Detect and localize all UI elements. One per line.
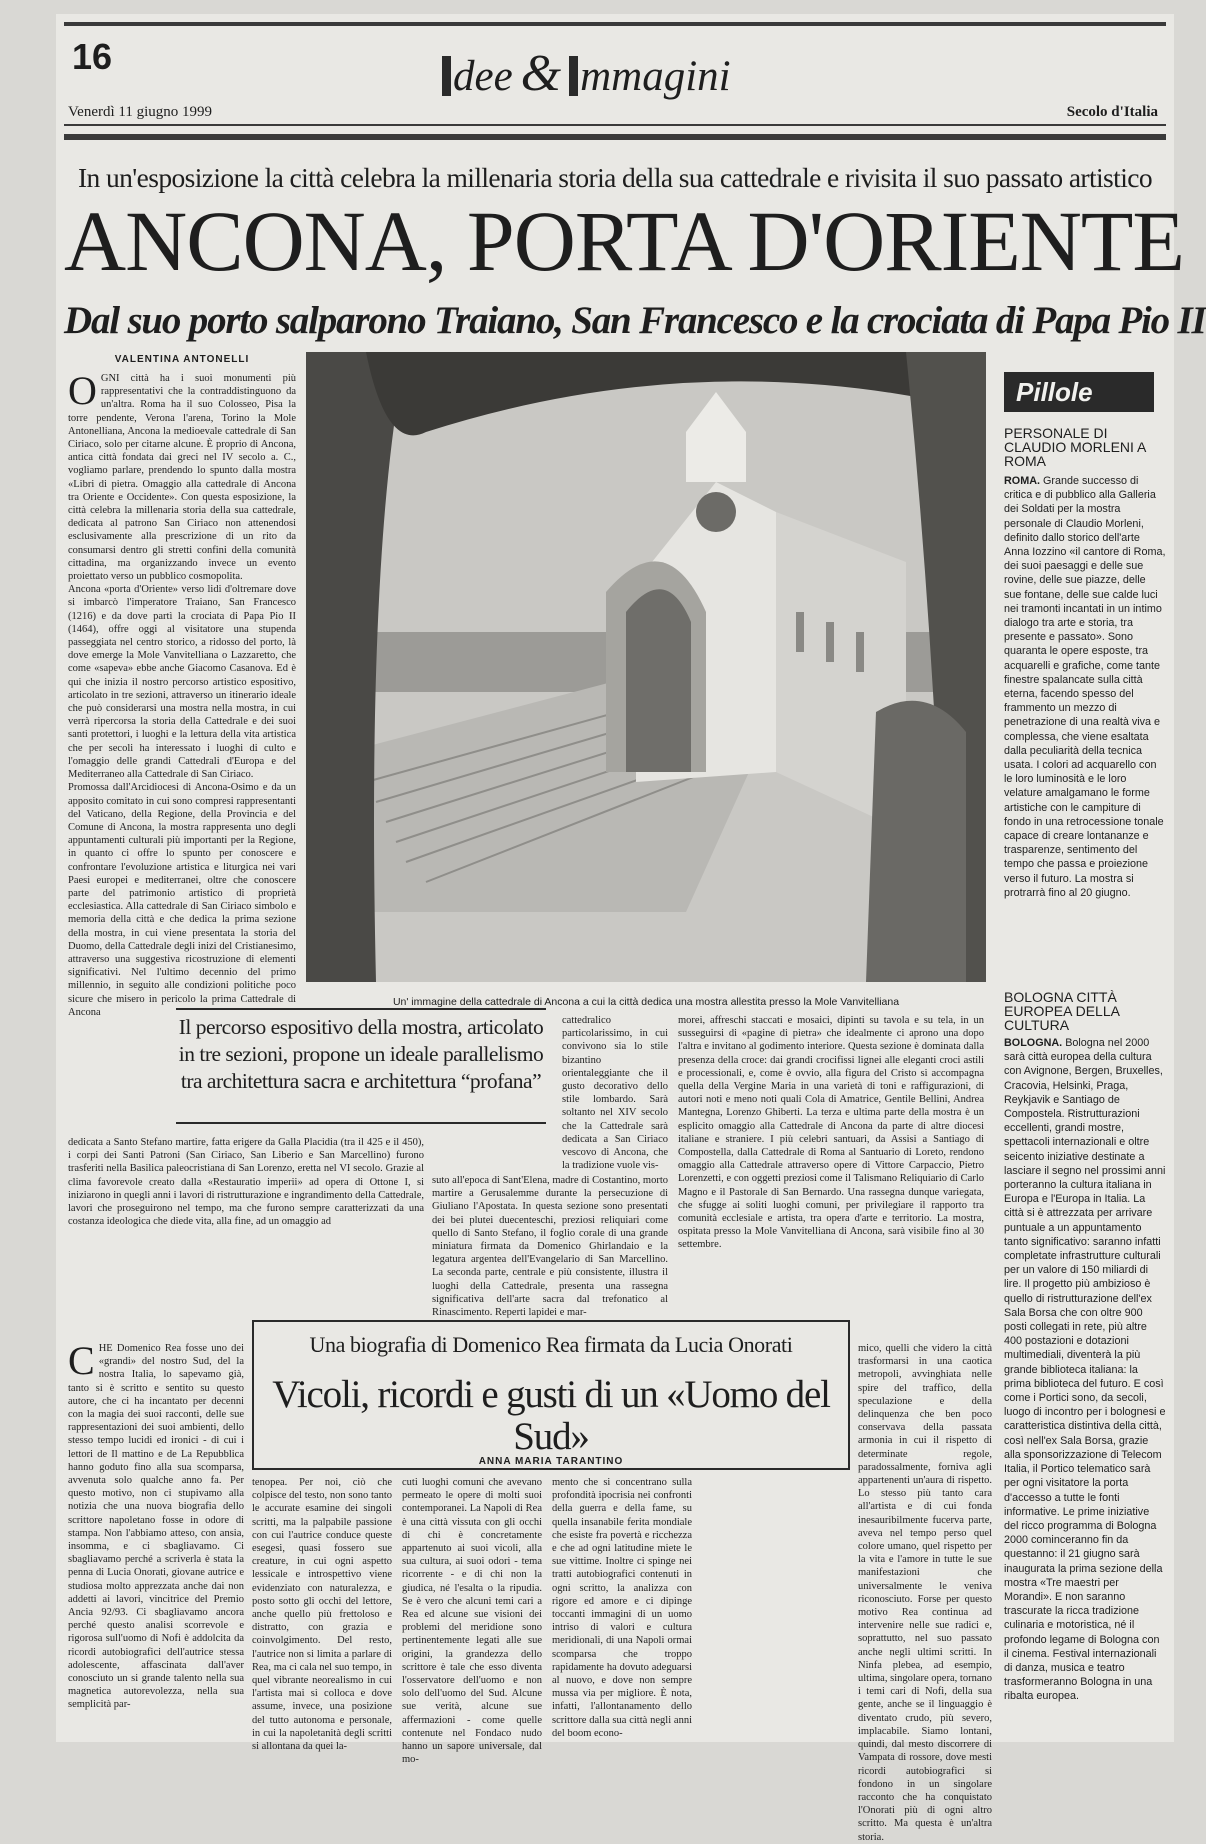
header-rule — [64, 124, 1166, 126]
rea-title: Vicoli, ricordi e gusti di un «Uomo del Sud» — [272, 1373, 830, 1458]
sidebar-item2-city: BOLOGNA. — [1004, 1037, 1063, 1049]
page-number: 16 — [72, 36, 113, 77]
quote-rule-top — [176, 1008, 546, 1010]
section-ampersand: & — [520, 45, 562, 102]
sidebar-item2-text: Bologna nel 2000 sarà città europea della cultura con Avignone, Bergen, Bruxelles, Cracovia, Helsinki, Praga, Reykjavik e Santiago de Compostela. Ristrutturazioni eccellenti, grandi mostre, spettacoli internazionali e oltre seicento iniziative destinate a lasciare il segno nel prossimi anni porteranno la cultura italiana in Europa e l'Europa in Italia. La città si è attrezzata per arrivare puntuale a un appuntamento tanto significativo: saranno infatti completate infrastrutture culturali per un valore di 150 miliardi di lire. Il progetto più ambizioso è quello di ristrutturazione dell'ex Sala Borsa che con oltre 900 posti collegati in rete, più altre 400 postazioni e dotazioni multimediali, diventerà la più grande biblioteca italiana: la prima biblioteca del futuro. E così come i Portici sono, da secoli, luogo di incontro per i bolognesi e caratteristica distintiva della città, così nell'ex Sala Borsa, grazie alla sponsorizzazione di Telecom Italia, il Portico telematico sarà per ogni visitatore la porta d'accesso a tutte le fonti informative. Le prime iniziative del ricco programma di Bologna 2000 cominceranno fin da questanno: il 21 giugno sarà inaugurata la prima sezione della mostra «Tre maestri per Morandi». E non saranno trascurate la ricca tradizione culinaria e motoristica, né il profondo legame di Bologna con il cinema. Festival internazionali di danza, musica e teatro trasformeranno Bologna in una ribalta europea. — [1004, 1037, 1166, 1703]
top-rule — [64, 22, 1166, 26]
newspaper-name: Secolo d'Italia — [1066, 104, 1158, 120]
article-paragraph-3: Promossa dall'Arcidiocesi di Ancona-Osimo e da un apposito comitato in cui sono compresi rappresentanti del Vaticano, della Regione, della Provincia e del Comune di Ancona, la mostra rappresenta uno degli appuntamenti culturali più importanti per la Regione, in quanto ci offre lo spunto per conoscere e confrontare l'evoluzione artistica e liturgica nei vari Paesi europei e mediterranei, oltre che conoscere parte del patrimonio artistico di proprietà ecclesiastica. Alla cattedrale di San Ciriaco simbolo e memoria della città e che dedica la prima sezione della mostra, in cui viene presentata la storia del Duomo, della Cattedrale degli inizi del Cristianesimo, attraverso una suggestiva ricostruzione di elementi significativi. Nel l'ultimo decennio del primo millennio, in seguito alle condizioni politiche poco sicure che misero in pericolo la prima Cattedrale di Ancona — [68, 782, 296, 1018]
section-word-2: mmagini — [580, 53, 731, 100]
article-column-bottom-left: dedicata a Santo Stefano martire, fatta erigere da Galla Placidia (tra il 425 e il 450), i corpi dei Santi Patroni (San Ciriaco, San Liberio e San Marcellino) furono trasferiti nella Basilica paleocristiana di San Lorenzo, eretta nel VI secolo. Grazie al clima favorevole creato dalla «Restauratio imperii» ad opera di Ottone I, si iniziarono in quegli anni i lavori di ristrutturazione e ingrandimento della Cattedrale, lavori che proseguirono nel tempo, ma che furono sempre caratterizzati da una costanza ideologica che diede vita, alla fine, ad un omaggio ad — [68, 1137, 424, 1228]
sidebar-item1-city: ROMA. — [1004, 475, 1040, 487]
photo-caption: Un' immagine della cattedrale di Ancona a cui la città dedica una mostra allestita presso la Mole Vanvitelliana — [392, 996, 900, 1008]
newspaper-page — [56, 14, 1206, 1843]
cathedral-photo — [306, 352, 986, 982]
sidebar-item1-text: Grande successo di critica e di pubblico alla Galleria dei Soldati per la mostra personale di Claudio Morleni, definito dallo storico dell'arte Anna Iozzino «il cantore di Roma, dei suoi paesaggi e delle sue rovine, delle sue piazze, delle sue fontane, delle sue calde luci nei tramonti incantati in un intimo dialogo tra arte e storia, tra presente e passato». Sono quaranta le opere esposte, tra acquarelli e grafiche, come tante finestre spalancate sulla città eterna, facendo spesso del frammento un mezzo di penetrazione di una realtà viva e complessa, che viene esaltata dalla peculiarità della tecnica usata. I colori ad acquarello con le loro luminosità e le loro velature amalgamano le forme artistiche con le campiture di fondo in una retrocessione tonale capace di creare lontananze e trasparenze, sentimento del tempo che passa e proiezione verso il futuro. La mostra si protrarrà fino al 20 giugno. — [1004, 475, 1166, 899]
quote-rule-bottom — [176, 1122, 546, 1124]
rea-drop-cap: C — [68, 1338, 95, 1383]
sidebar-item2-body — [1004, 1036, 1166, 1736]
issue-date: Venerdì 11 giugno 1999 — [68, 104, 213, 120]
section-bar-1 — [442, 56, 451, 96]
drop-cap: O — [68, 368, 97, 413]
article-column-right: morei, affreschi staccati e mosaici, dipinti su tavola e su tela, in un susseguirsi di «pagine di pietra» che idealmente ci aprono una dopo l'altra e invitano al godimento interiore. Questa sezione è dominata dalla presenza della croce: dai grandi crocifissi lignei alle eleganti croci astili e processionali, e, come è ovvio, alla figura del Cristo si accompagna quella della Vergine Maria in una varietà di toni e raffigurazioni, di autori noti e meno noti quali Cola di Amatrice, Gentile Bellini, Andrea Mantegna, Lorenzo Ghiberti. La terza e ultima parte della mostra è un esplicito omaggio alla Cattedrale di Ancona da parte di altre diocesi italiane e straniere. I più celebri santuari, da Assisi a Santiago di Compostella, dalla Cattedrale di Roma al Santuario di Loreto, rendono omaggio alla Cattedrale attraverso opere di Vittore Carpaccio, Pietro Lorenzetti, e con oggetti preziosi come il Talismano Reliquiario di Carlo Magno e il Pastorale di San Bernardo. Una rassegna dunque variegata, che sfugge ai soliti luoghi comuni, per privilegiare il rapporto tra comunità ecclesiale e artista, tra opera d'arte e territorio. La mostra, ospitata presso la Mole Vanvitelliana di Ancona, sarà visibile fino al 30 settembre. — [678, 1015, 984, 1251]
rea-column-5: mico, quelli che videro la città trasformarsi in una caotica metropoli, avvinghiata nelle spire del traffico, della speculazione e della delinquenza che ben poco conservava della passata armonia in cui il rispetto di determinate regole, paradossalmente, forniva agli appartenenti un'aura di rispetto. Lo stesso più tanto cara all'artista e di cui fonda inesauribilmente fucerva parte, aveva nel tempo perso quel colore umano, quel rispetto per la vita e l'amore in tutte le sue manifestazioni che universalmente le veniva riconosciuto. Forse per questo motivo Rea continua ad intervenire nelle sue radici e, soprattutto, nel suo passato anche negli ultimi scritti. In Ninfa plebea, ad esempio, ultima, singolare opera, tornano i temi cari di Nofi, della sua gente, anche se il linguaggio è diventato crudo, più severo, implacabile. Siamo lontani, quindi, dal mesto discorrere di Vampata di rossore, dove mesti ricordi autobiografici si fondono in un singolare racconto che ha conquistato l'Onorati più di ogni altro scritto. Ma questa è un'altra storia. — [858, 1343, 992, 1843]
article-subhead: Dal suo porto salparono Traiano, San Francesco e la crociata di Papa Pio II — [64, 299, 1206, 342]
pull-quote: Il percorso espositivo della mostra, articolato in tre sezioni, propone un ideale parallelismo tra architettura sacra e architettura “profana” — [178, 1015, 544, 1093]
section-word-1: dee — [453, 53, 513, 100]
cathedral-illustration — [306, 352, 986, 982]
article-column-middle-top: cattedralico particolarissimo, in cui convivono sia lo stile bizantino orientaleggiante che il gusto decorativo dello stile lombardo. Sarà soltanto nel XIV secolo che la Cattedrale sarà dedicata a San Ciriaco vescovo di Ancona, che la tradizione vuole vis- — [562, 1015, 668, 1172]
pillole-label: Pillole — [1004, 372, 1154, 412]
section-title — [442, 44, 731, 103]
sidebar-item1-body — [1004, 474, 1166, 974]
header-rule-thick — [64, 134, 1166, 140]
rea-column-2: tenopea. Per noi, ciò che colpisce del testo, non sono tanto le accurate esamine dei singoli scritti, ma la palpabile passione con cui l'autrice conduce queste esegesi, quasi fossero sue creature, in cui ogni aspetto lessicale e introspettivo viene evidenziato con naturalezza, e posto sotto gli occhi del lettore, anche quello più frettoloso e distratto, con grazia e coinvolgimento. Del resto, l'autrice non si limita a parlare di Rea, ma ci cala nel suo tempo, in quel vibrante neorealismo in cui l'artista mai si colloca e dove assume, invece, una posizione del tutto autonoma e personale, in cui la napoletanità degli scritti si allontana da quei la- — [252, 1477, 392, 1753]
rea-column-4: mento che si concentrano sulla profondità ipocrisia nei confronti della guerra e della fame, su quella insanabile ferita mondiale che esiste fra povertà e ricchezza e che ad ogni latitudine miete le sue vittime. Inoltre ci spinge nei tratti autobiografici contenuti in ogni scritto, la analizza con rigore ed amore e ci dipinge toccanti immagini di un uomo intriso di valori e cultura meridionali, di una Napoli ormai scomparsa che troppo rapidamente ha dovuto adeguarsi al nuovo, e dove non sempre mussa via per migliore. È nota, infatti, l'allontanamento dello scrittore dalla sua città negli anni del boom econo- — [552, 1477, 692, 1739]
section-bar-2 — [569, 56, 578, 96]
rea-headline-box — [252, 1320, 850, 1470]
sidebar-item1-title: PERSONALE DI CLAUDIO MORLENI A ROMA — [1004, 425, 1146, 469]
rea-byline: ANNA MARIA TARANTINO — [478, 1456, 624, 1467]
article-paragraph-1: GNI città ha i suoi monumenti più rappresentativi che la contraddistinguono da un'altra. Roma ha il suo Colosseo, Pisa la torre pendente, Verona l'arena, Torino la Mole Antonelliana, Ancona la medioevale cattedrale di San Ciriaco, solo per citarne alcune. È proprio di Ancona, antica città fondata dai greci nel IV secolo a. C., vogliamo parlare, prendendo lo spunto dalla mostra «Libri di pietra. Omaggio alla cattedrale di Ancona tra Oriente e Occidente». Con questa esposizione, la città celebra la millenaria storia della sua cattedrale, dedicata al patrono San Ciriaco non attenendosi esclusivamente alla prescrizione di un rito da consumarsi dentro gli stretti confini della comunità cittadina, ma organizzando invece un evento proiettato verso un pubblico cosmopolita. — [68, 373, 296, 583]
article-column-1 — [68, 368, 296, 1032]
article-headline: ANCONA, PORTA D'ORIENTE — [64, 193, 1184, 289]
rea-column-1-text: HE Domenico Rea fosse uno dei «grandi» del nostro Sud, del la nostra Italia, lo sapevamo già, tanto si è scritto e sentito su questo autore, che ci ha incantato per decenni con la magia dei suoi racconti, delle sue rappresentazioni dei suoi ambienti, dello stesso tempo lucidi ed ironici - di cui i lettori de Il mattino e de La Repubblica hanno goduto fino alla sua scomparsa, avvenuta solo qualche anno fa. Per questo motivo, non ci stupivamo alla notizia che una nuova biografia dello scrittore napoletano fosse in odore di stampa. Non l'abbiamo atteso, con ansia, insomma, e ci sbagliavamo. Ci sbagliavamo perché a scriverla è stata la penna di Lucia Onorati, giovane autrice e studiosa molto apprezzata anche dai non addetti ai lavori, vincitrice del Premio Ancia 92/93. Ci sbagliavamo ancora perché questo analisi scorrevole e rigorosa sull'uomo di Nofi è addolcita da ricordi autobiografici dell'autrice stessa adolescente, affascinata dall'aver conosciuto un si grande talento nella sua magnetica autorevolezza, nella sua semplicità par- — [68, 1343, 244, 1711]
rea-column-1 — [68, 1338, 244, 1736]
rea-kicker: Una biografia di Domenico Rea firmata da Lucia Onorati — [309, 1332, 793, 1357]
article-byline: VALENTINA ANTONELLI — [114, 354, 250, 365]
sidebar-item2-title: BOLOGNA CITTÀ EUROPEA DELLA CULTURA — [1004, 989, 1120, 1033]
article-column-middle: suto all'epoca di Sant'Elena, madre di Costantino, morto martire a Gerusalemme durante la persecuzione di Giuliano l'Apostata. In questa sezione sono presentati dei bei plutei duecenteschi, preziosi reliquiari come quello di Santo Stefano, il foglio corale di una grande miniatura firmata da Domenico Ghirlandaio e la legatura argentea dell'Evangelario di San Marcellino. La seconda parte, centrale e più consistente, illustra il luoghi della Cattedrale, presenta una rassegna significativa dell'arte sacra dal trefonatico al Rinascimento. Reperti lapidei e mar- — [432, 1175, 668, 1319]
article-paragraph-2: Ancona «porta d'Oriente» verso lidi d'oltremare dove si imbarcò l'imperatore Traiano, San Francesco (1216) e da dove partì la crociata di Papa Pio II (1464), offre oggi al visitatore una stupenda passeggiata nel centro storico, a ridosso del porto, là dove emerge la Mole Vanvitelliana o Lazzaretto, che come «sapeva» ebbe anche Giacomo Casanova. Ed è qui che inizia il nostro percorso artistico espositivo, articolato in tre sezioni, attraverso un itinerario ideale che può considerarsi una mostra nella mostra, in cui verrà ripercorsa la storia della Cattedrale e dei suoi santi protettori, i luoghi e la lettura della vita artistica che per secoli ha interessato i luoghi di culto e l'omaggio delle grandi Cattedrali d'Europa e del Mediterraneo alla Cattedrale di San Ciriaco. — [68, 584, 296, 781]
article-kicker: In un'esposizione la città celebra la millenaria storia della sua cattedrale e rivisita il suo passato artistico — [78, 162, 1152, 193]
rea-column-3: cuti luoghi comuni che avevano permeato le opere di molti suoi contemporanei. La Napoli di Rea è una città vissuta con gli occhi di chi è concretamente appartenuto ai suoi vicoli, alla sua cultura, ai suoi odori - tema ricorrente - e di chi non la giudica, né l'esalta o la ripudia. Se è vero che alcuni temi cari a Rea ed alcune sue visioni dei problemi del meridione sono pertinentemente legati alle sue origini, la grandezza dello scrittore è tale che esso diventa l'osservatore dell'uomo e non solo dell'uomo del Sud. Alcune sue verità, alcune sue affermazioni - come quelle contenute nel Fondaco nudo hanno un sapore universale, dal mo- — [402, 1477, 542, 1766]
